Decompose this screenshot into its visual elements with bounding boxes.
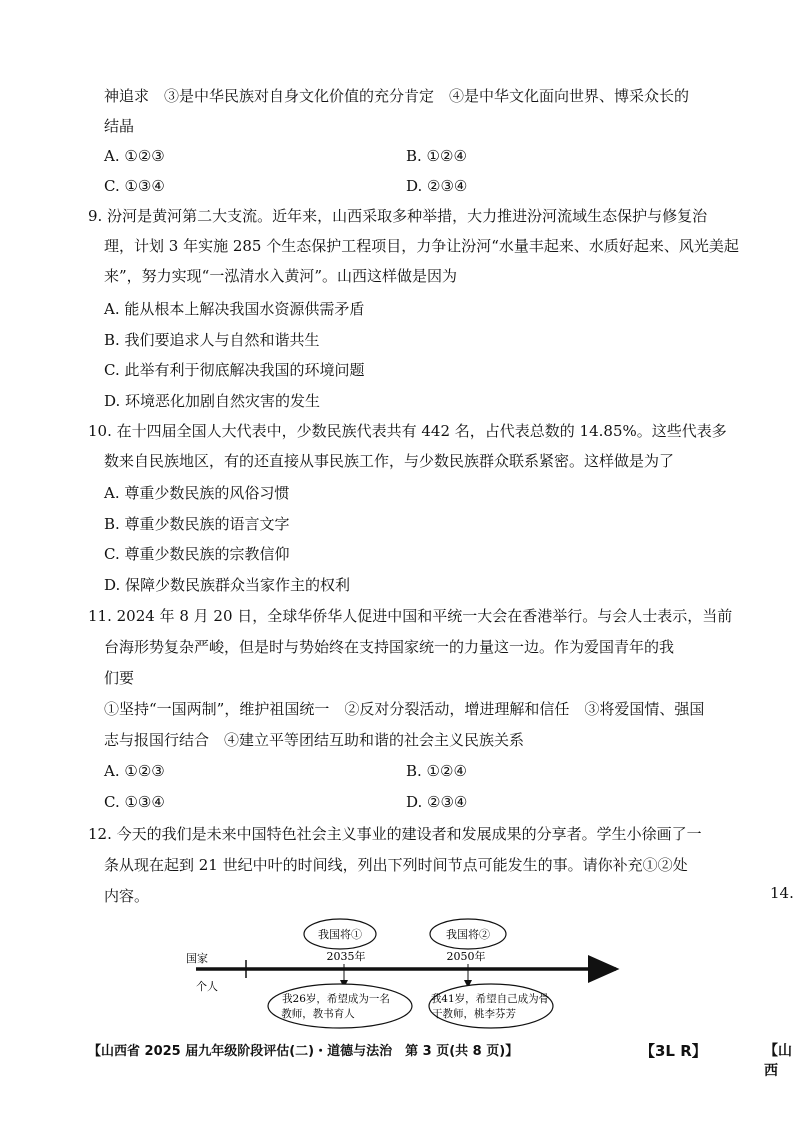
q11-option-c: C. ①③④ bbox=[104, 793, 165, 811]
q8-line1: 神追求 ③是中华民族对自身文化价值的充分肯定 ④是中华文化面向世界、博采众长的 bbox=[104, 87, 690, 105]
label-person: 个人 bbox=[196, 980, 218, 993]
q9-line2: 理，计划 3 年实施 285 个生态保护工程项目，力争让汾河“水量丰起来、水质好起来、风光美起 bbox=[104, 237, 739, 255]
bubble-person-1 bbox=[268, 984, 412, 1028]
adjacent-page-footer-fragment: 【山西 bbox=[764, 1043, 792, 1079]
q11-option-a: A. ①②③ bbox=[104, 762, 165, 780]
q12-line3: 内容。 bbox=[104, 887, 150, 905]
q8-option-b: B. ①②④ bbox=[406, 147, 467, 165]
q10-option-b: B. 尊重少数民族的语言文字 bbox=[104, 515, 290, 533]
q9-option-c: C. 此举有利于彻底解决我国的环境问题 bbox=[104, 361, 365, 379]
q12-line1: 12. 今天的我们是未来中国特色社会主义事业的建设者和发展成果的分享者。学生小徐画了一 bbox=[88, 825, 702, 843]
year-2050: 2050年 bbox=[446, 950, 486, 963]
bubble-goal-1-text: 我国将① bbox=[318, 928, 362, 941]
q9-option-d: D. 环境恶化加剧自然灾害的发生 bbox=[104, 392, 321, 410]
q10-option-c: C. 尊重少数民族的宗教信仰 bbox=[104, 545, 290, 563]
q10-line2: 数来自民族地区，有的还直接从事民族工作，与少数民族群众联系紧密。这样做是为了 bbox=[104, 452, 675, 470]
page-footer: 【山西省 2025 届九年级阶段评估(二)・道德与法治 第 3 页(共 8 页)】 bbox=[88, 1044, 519, 1059]
q9-line3: 来”，努力实现“一泓清水入黄河”。山西这样做是因为 bbox=[104, 267, 458, 285]
q10-line1: 10. 在十四届全国人大代表中，少数民族代表共有 442 名，占代表总数的 14.85%。这些代表多 bbox=[88, 422, 727, 440]
q11-line1: 11. 2024 年 8 月 20 日，全球华侨华人促进中国和平统一大会在香港举行。与会人士表示，当前 bbox=[88, 607, 733, 625]
bubble-person-2-line1: 我41岁，希望自己成为骨 bbox=[430, 993, 550, 1005]
q8-option-d: D. ②③④ bbox=[406, 177, 468, 195]
q11-line3: 们要 bbox=[104, 669, 135, 687]
label-country: 国家 bbox=[186, 952, 208, 965]
q11-option-b: B. ①②④ bbox=[406, 762, 467, 780]
q11-line4: ①坚持“一国两制”，维护祖国统一 ②反对分裂活动，增进理解和信任 ③将爱国情、强国 bbox=[104, 700, 705, 718]
timeline-diagram bbox=[0, 910, 794, 1030]
bubble-goal-2-text: 我国将② bbox=[446, 928, 490, 941]
q12-line2: 条从现在起到 21 世纪中叶的时间线，列出下列时间节点可能发生的事。请你补充①②处 bbox=[104, 856, 688, 874]
q9-option-b: B. 我们要追求人与自然和谐共生 bbox=[104, 331, 320, 349]
q8-option-c: C. ①③④ bbox=[104, 177, 165, 195]
q8-option-a: A. ①②③ bbox=[104, 147, 165, 165]
q10-option-d: D. 保障少数民族群众当家作主的权利 bbox=[104, 576, 351, 594]
q9-option-a: A. 能从根本上解决我国水资源供需矛盾 bbox=[104, 300, 365, 318]
exam-code: 【3L R】 bbox=[640, 1042, 707, 1060]
q11-line5: 志与报国行结合 ④建立平等团结互助和谐的社会主义民族关系 bbox=[104, 731, 525, 749]
q11-line2: 台海形势复杂严峻，但是时与势始终在支持国家统一的力量这一边。作为爱国青年的我 bbox=[104, 638, 675, 656]
next-question-number: 14. bbox=[770, 884, 794, 902]
bubble-person-1-line2: 教师，教书育人 bbox=[281, 1008, 355, 1020]
q10-option-a: A. 尊重少数民族的风俗习惯 bbox=[104, 484, 290, 502]
q9-line1: 9. 汾河是黄河第二大支流。近年来，山西采取多种举措，大力推进汾河流域生态保护与修复治 bbox=[88, 207, 708, 225]
bubble-person-2 bbox=[429, 984, 553, 1028]
q11-option-d: D. ②③④ bbox=[406, 793, 468, 811]
bubble-person-2-line2: 干教师，桃李芬芳 bbox=[432, 1008, 516, 1020]
q8-line2: 结晶 bbox=[104, 117, 135, 135]
year-2035: 2035年 bbox=[326, 950, 366, 963]
bubble-person-1-line1: 我26岁，希望成为一名 bbox=[282, 993, 390, 1005]
